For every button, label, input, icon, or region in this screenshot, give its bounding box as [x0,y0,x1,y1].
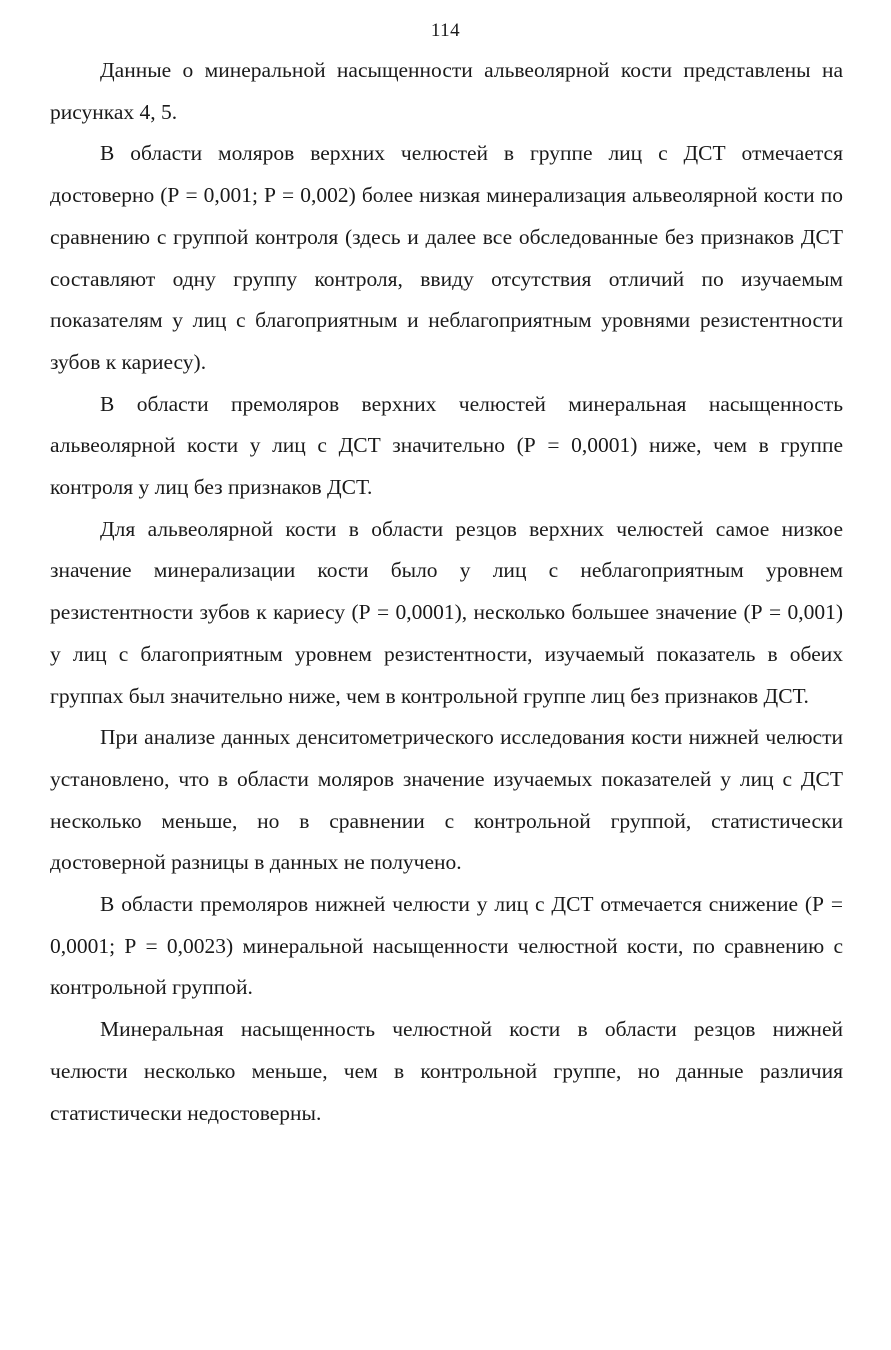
paragraph-lower-incisors: Минеральная насыщенность челюстной кости в области резцов нижней челюсти несколько меньше, чем в контрольной группе, но данные различия статистически недостоверны. [50,1017,843,1125]
paragraph-lower-molars: При анализе данных денситометрического исследования кости нижней челюсти установлено, что в области моляров значение изучаемых показателей у лиц с ДСТ несколько меньше, но в сравнении с контрольной группой, статистически достоверной разницы в данных не получено. [50,725,843,875]
page-number: 114 [430,20,461,41]
paragraph-mineral-data-intro: Данные о минеральной насыщенности альвеолярной кости представлены на рисунках 4, 5. [50,58,843,124]
paragraph-upper-incisors: Для альвеолярной кости в области резцов верхних челюстей самое низкое значение минерализации кости было у лиц с неблагоприятным уровнем резистентности зубов к кариесу (Р = 0,0001), несколько большее значение (Р = 0,001) у лиц с благоприятным уровнем резистентности, изучаемый показатель в обеих группах был значительно ниже, чем в контрольной группе лиц без признаков ДСТ. [50,516,843,708]
paragraph-upper-molars: В области моляров верхних челюстей в группе лиц с ДСТ отмечается достоверно (Р = 0,001; Р = 0,002) более низкая минерализация альвеолярной кости по сравнению с группой контроля (здесь и далее все обследованные без признаков ДСТ составляют одну группу контроля, ввиду отсутствия отличий по изучаемым показателям у лиц с благоприятным и неблагоприятным уровнями резистентности зубов к кариесу). [50,141,843,374]
paragraph-lower-premolars: В области премоляров нижней челюсти у лиц с ДСТ отмечается снижение (Р = 0,0001; Р = 0,0023) минеральной насыщенности челюстной кости, по сравнению с контрольной группой. [50,892,843,1000]
body-text [50,50,843,1134]
paragraph-upper-premolars: В области премоляров верхних челюстей минеральная насыщенность альвеолярной кости у лиц с ДСТ значительно (Р = 0,0001) ниже, чем в группе контроля у лиц без признаков ДСТ. [50,391,843,500]
